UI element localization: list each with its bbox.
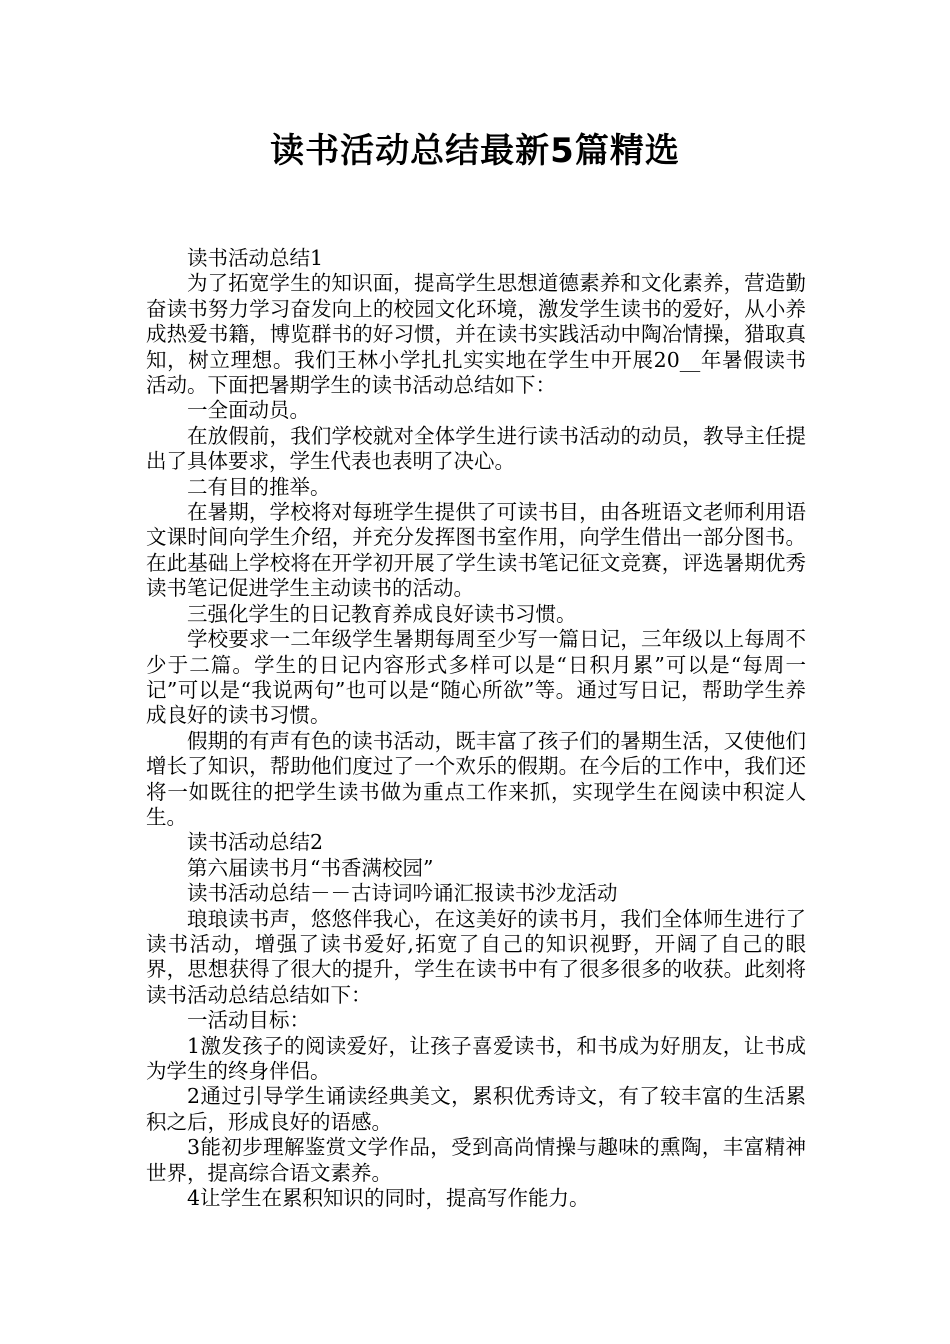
document-body — [146, 246, 806, 1211]
body-paragraph: 在暑期，学校将对每班学生提供了可读书目，由各班语文老师利用语文课时间向学生介绍，并充分发挥图书室作用，向学生借出一部分图书。在此基础上学校将在开学初开展了学生读书笔记征文竞赛，评选暑期优秀读书笔记促进学生主动读书的活动。 — [146, 500, 806, 601]
subheading: 读书活动总结－－古诗词吟诵汇报读书沙龙活动 — [187, 881, 618, 906]
body-paragraph: 琅琅读书声，悠悠伴我心，在这美好的读书月，我们全体师生进行了读书活动，增强了读书爱好,拓宽了自己的知识视野，开阔了自己的眼界，思想获得了很大的提升，学生在读书中有了很多很多的收获。此刻将读书活动总结总结如下： — [146, 906, 806, 1007]
subheading: 一全面动员。 — [187, 398, 310, 423]
list-item: 3能初步理解鉴赏文学作品，受到高尚情操与趣味的熏陶，丰富精神世界，提高综合语文素养。 — [146, 1135, 806, 1185]
body-paragraph: 假期的有声有色的读书活动，既丰富了孩子们的暑期生活，又使他们增长了知识，帮助他们度过了一个欢乐的假期。在今后的工作中，我们还将一如既往的把学生读书做为重点工作来抓，实现学生在阅读中积淀人生。 — [146, 728, 806, 829]
body-paragraph: 学校要求一二年级学生暑期每周至少写一篇日记，三年级以上每周不少于二篇。学生的日记内容形式多样可以是“日积月累”可以是“每周一记”可以是“我说两句”也可以是“随心所欲”等。通过写日记，帮助学生养成良好的读书习惯。 — [146, 627, 806, 728]
section-heading: 读书活动总结1 — [187, 246, 324, 270]
list-item: 1激发孩子的阅读爱好，让孩子喜爱读书，和书成为好朋友，让书成为学生的终身伴侣。 — [146, 1033, 806, 1083]
subheading: 一活动目标： — [187, 1008, 310, 1033]
document-title: 读书活动总结最新5篇精选 — [270, 131, 680, 171]
list-item: 2通过引导学生诵读经典美文，累积优秀诗文，有了较丰富的生活累积之后，形成良好的语感。 — [146, 1084, 806, 1134]
body-paragraph: 为了拓宽学生的知识面，提高学生思想道德素养和文化素养，营造勤奋读书努力学习奋发向上的校园文化环境，激发学生读书的爱好，从小养成热爱书籍，博览群书的好习惯，并在读书实践活动中陶冶情操，猎取真知，树立理想。我们王林小学扎扎实实地在学生中开展20__年暑假读书活动。下面把暑期学生的读书活动总结如下： — [146, 271, 806, 398]
body-paragraph: 在放假前，我们学校就对全体学生进行读书活动的动员，教导主任提出了具体要求，学生代表也表明了决心。 — [146, 423, 806, 474]
section-heading: 读书活动总结2 — [187, 830, 324, 855]
subheading: 三强化学生的日记教育养成良好读书习惯。 — [187, 601, 577, 626]
list-item: 4让学生在累积知识的同时，提高写作能力。 — [187, 1186, 590, 1211]
subheading: 第六届读书月“书香满校园” — [187, 855, 434, 880]
subheading: 二有目的推举。 — [187, 474, 331, 499]
